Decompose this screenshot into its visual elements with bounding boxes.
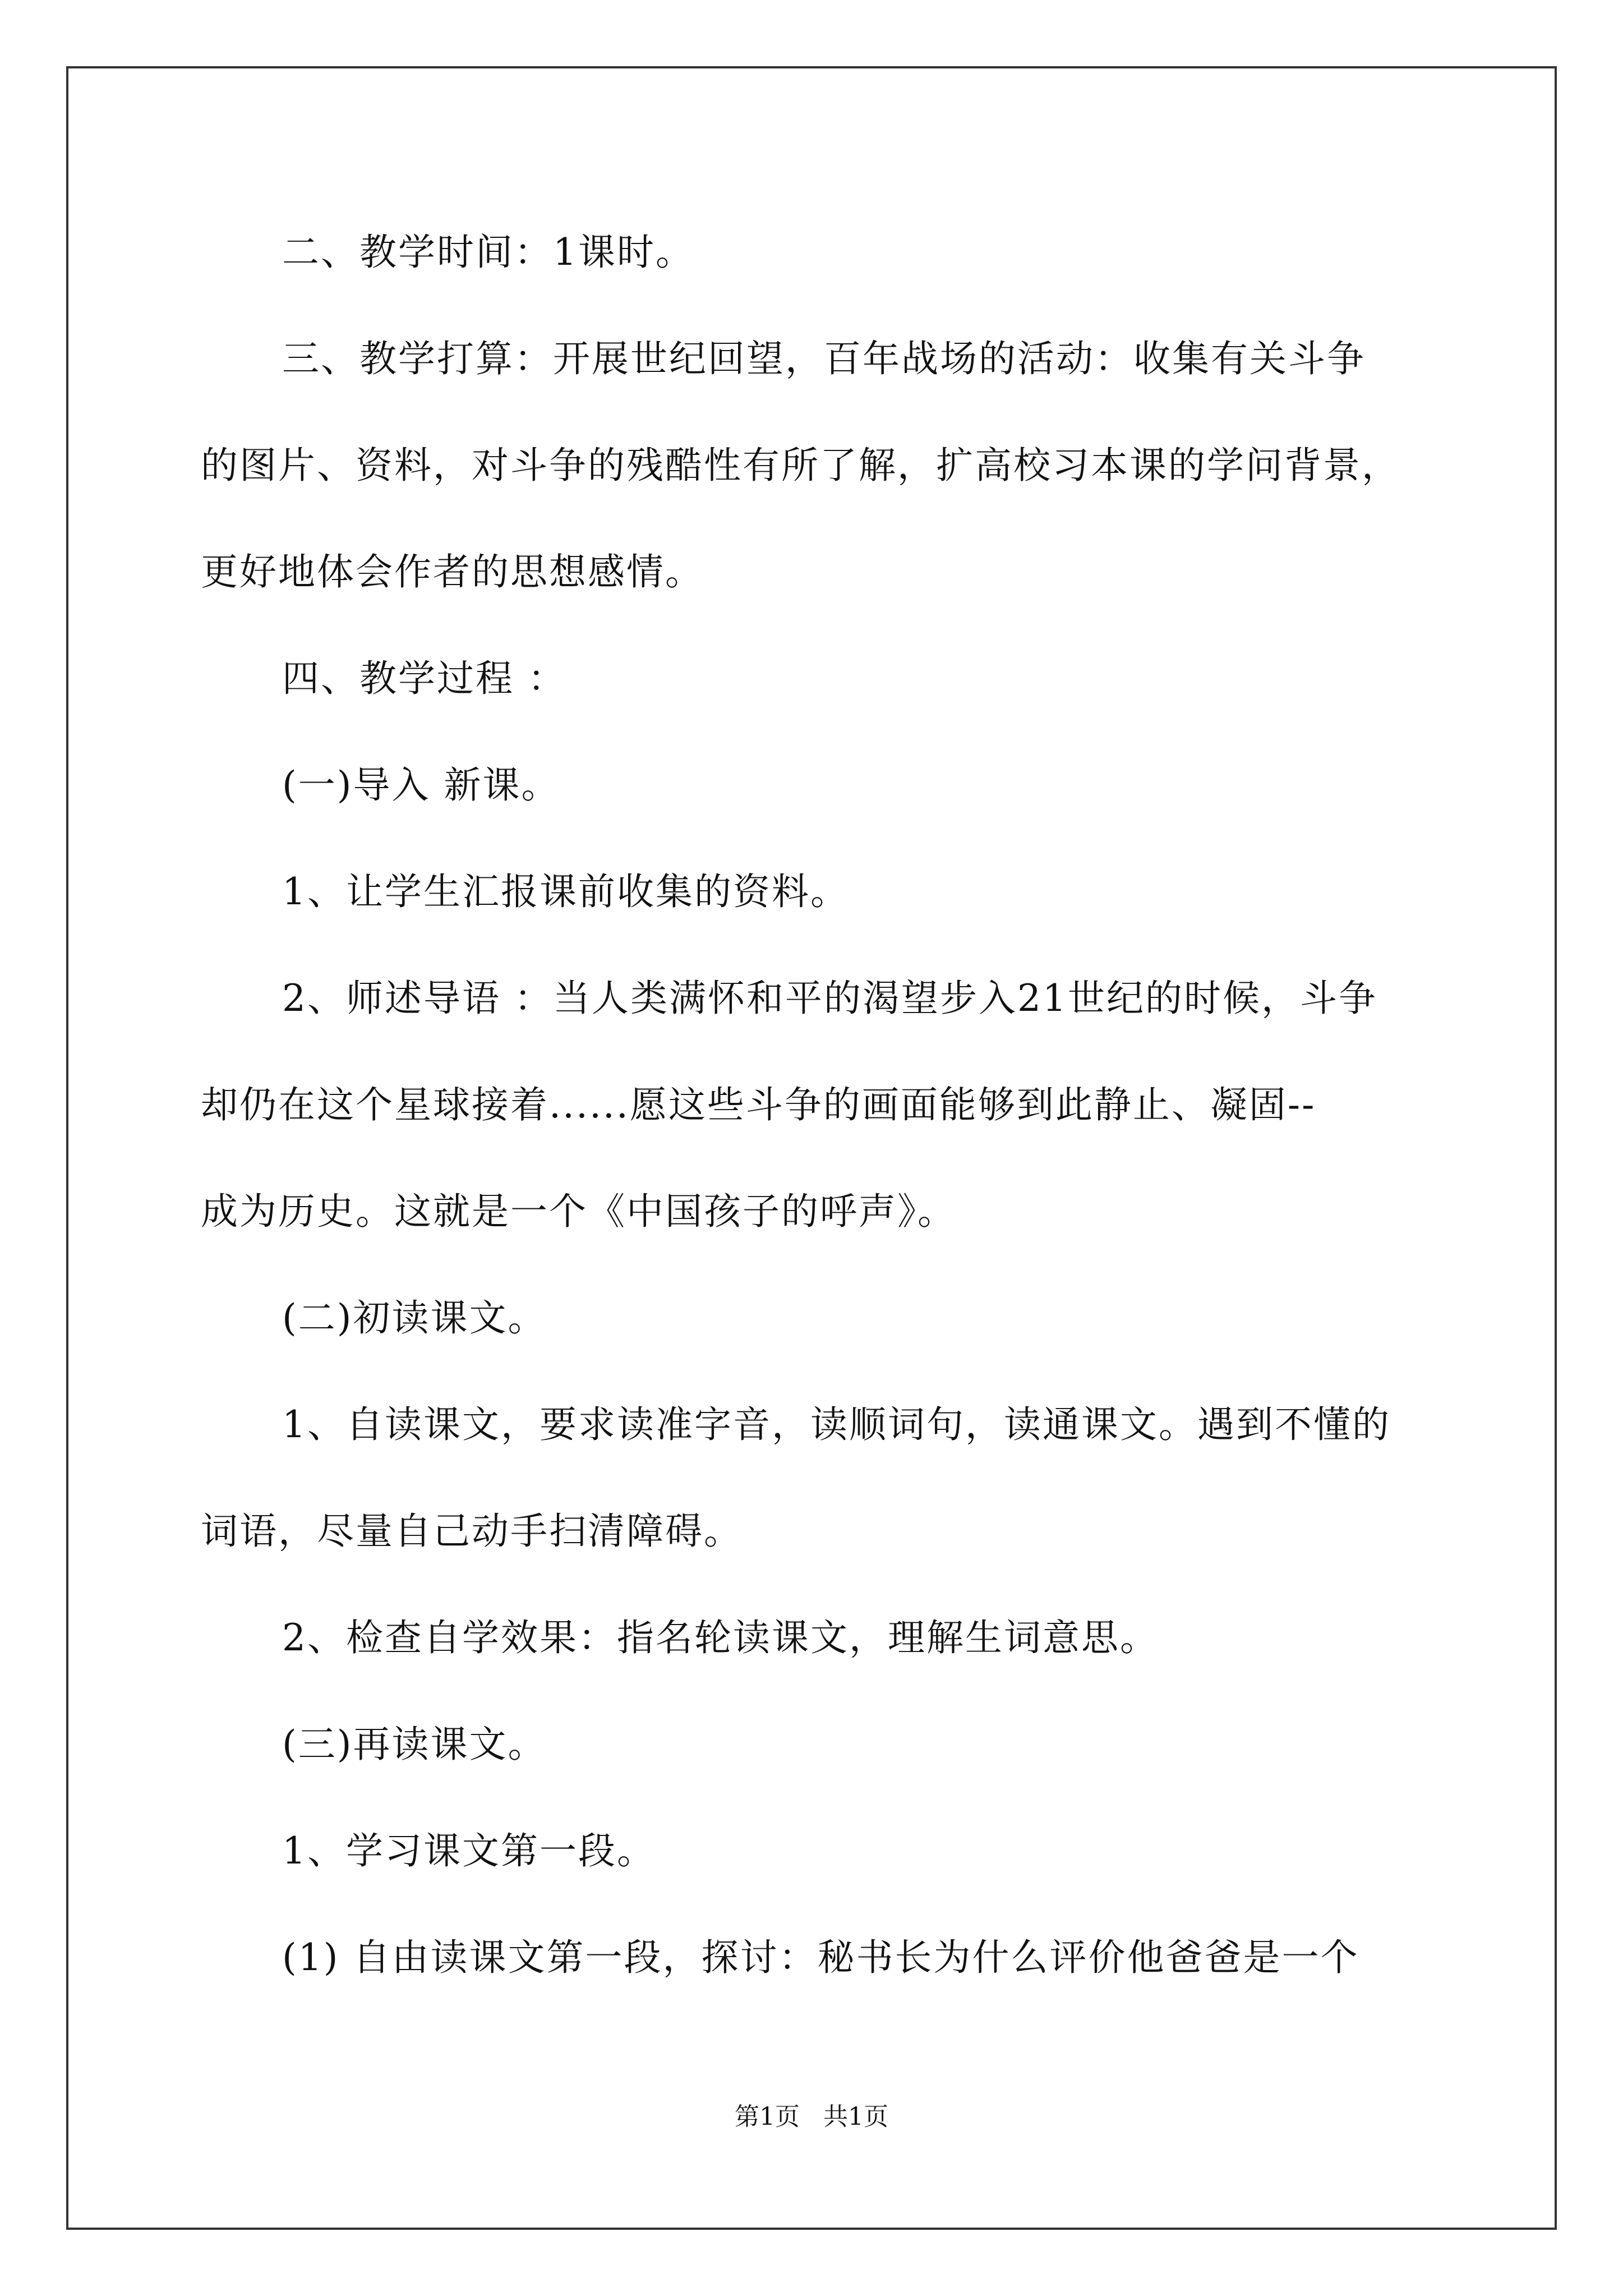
paragraph-line: (1) 自由读课文第一段，探讨：秘书长为什么评价他爸爸是一个 bbox=[282, 1936, 1359, 1979]
paragraph-line: 词语，尽量自己动手扫清障碍。 bbox=[201, 1510, 743, 1553]
paragraph-line: (二)初读课文。 bbox=[282, 1296, 547, 1340]
paragraph-line: 二、教学时间：1课时。 bbox=[282, 231, 694, 274]
paragraph-line: 却仍在这个星球接着......愿这些斗争的画面能够到此静止、凝固-- bbox=[201, 1083, 1316, 1126]
paragraph-line: 三、教学打算：开展世纪回望，百年战场的活动：收集有关斗争 bbox=[282, 337, 1366, 380]
paragraph-line: 1、自读课文，要求读准字音，读顺词句，读通课文。遇到不懂的 bbox=[282, 1403, 1391, 1446]
paragraph-line: 的图片、资料，对斗争的残酷性有所了解，扩高校习本课的学问背景， bbox=[201, 444, 1400, 487]
paragraph-line: 2、师述导语 ：当人类满怀和平的渴望步入21世纪的时候，斗争 bbox=[282, 977, 1377, 1020]
paragraph-line: 2、检查自学效果：指名轮读课文，理解生词意思。 bbox=[282, 1616, 1159, 1659]
paragraph-line: 成为历史。这就是一个《中国孩子的呼声》。 bbox=[201, 1190, 956, 1233]
page-number: 第1页 共1页 bbox=[735, 2102, 888, 2131]
page-frame bbox=[66, 66, 1557, 2230]
paragraph-line: 1、学习课文第一段。 bbox=[282, 1829, 656, 1872]
paragraph-line: 更好地体会作者的思想感情。 bbox=[201, 550, 704, 593]
paragraph-line: (三)再读课文。 bbox=[282, 1723, 547, 1766]
paragraph-line: (一)导入 新课。 bbox=[282, 763, 560, 807]
paragraph-line: 四、教学过程 ： bbox=[282, 657, 566, 700]
paragraph-line: 1、让学生汇报课前收集的资料。 bbox=[282, 870, 849, 913]
